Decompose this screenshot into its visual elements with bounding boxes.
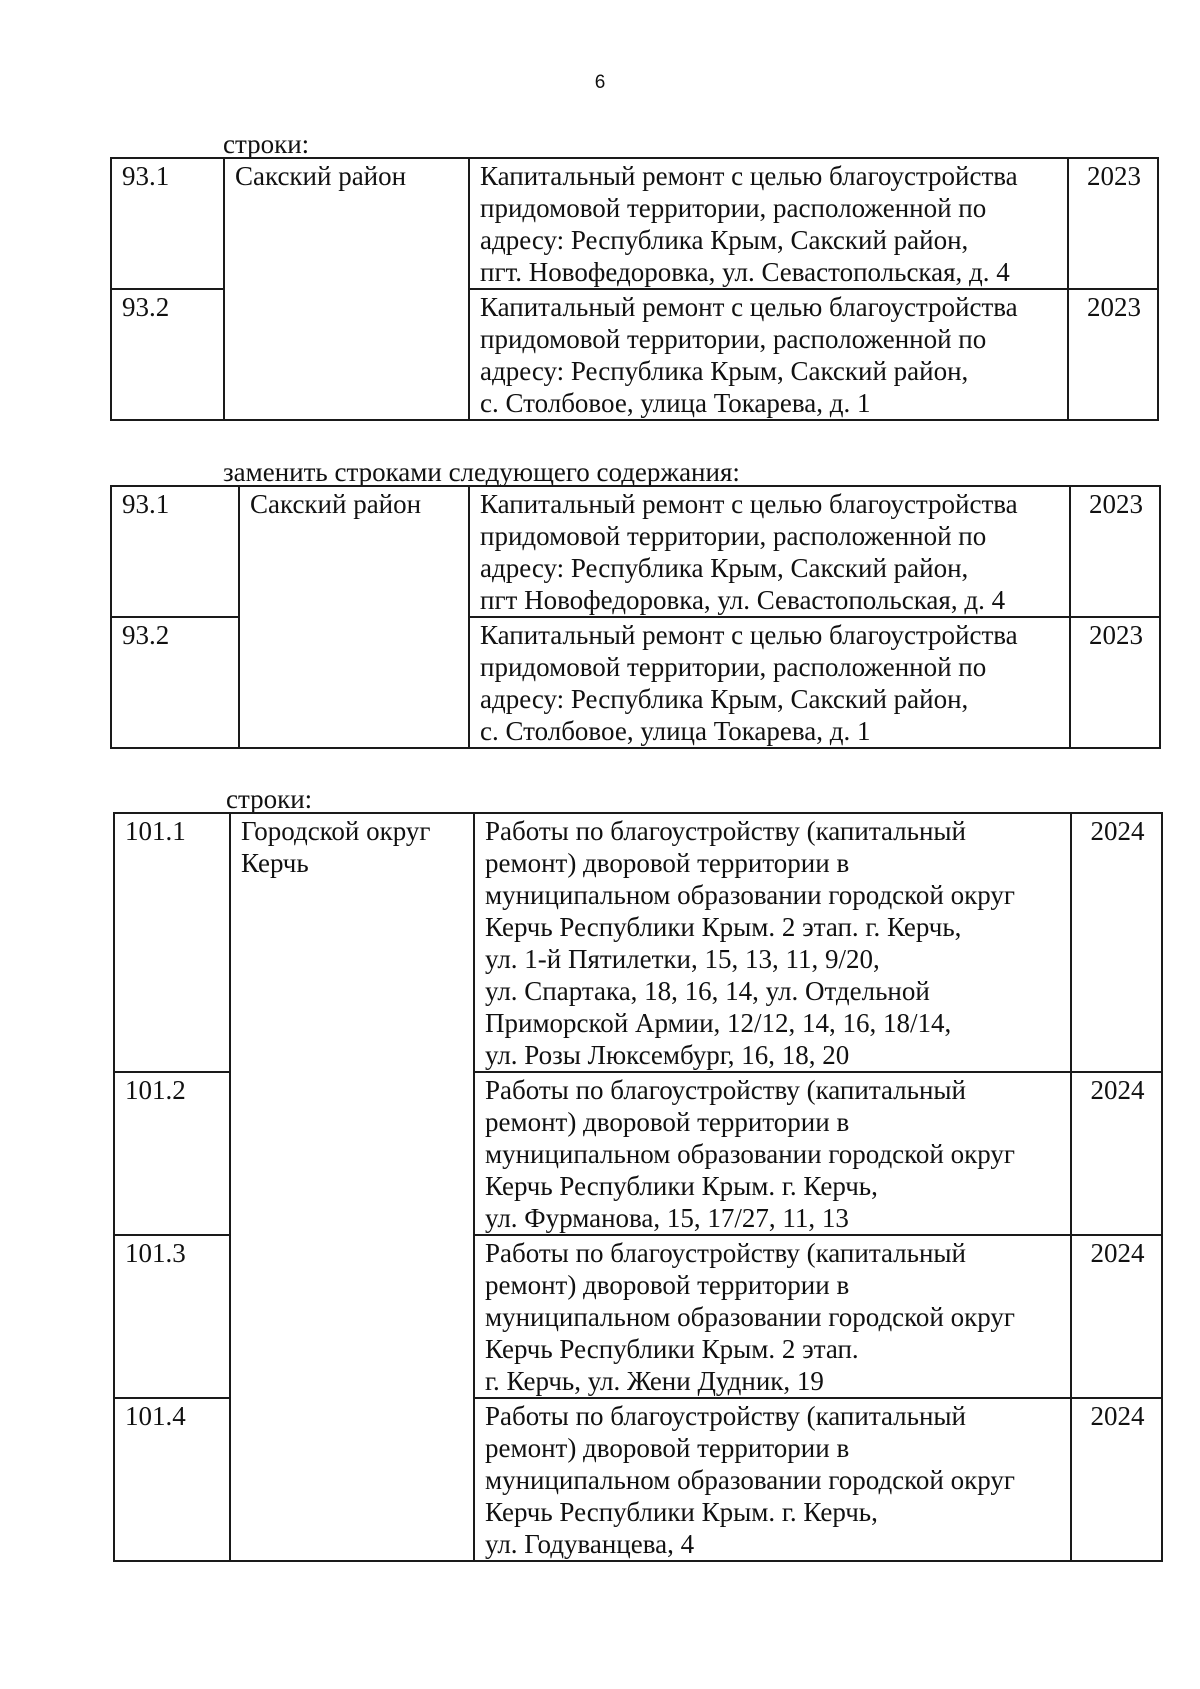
year-cell: 2023 (1068, 158, 1158, 289)
district-line: Сакский район (250, 489, 422, 519)
work-description-cell (469, 617, 1070, 748)
row-number-cell: 101.3 (114, 1235, 230, 1398)
description-line: адресу: Республика Крым, Сакский район, (480, 553, 969, 583)
work-description-cell (474, 813, 1071, 1072)
description-line: Приморской Армии, 12/12, 14, 16, 18/14, (485, 1008, 952, 1038)
description-line: придомовой территории, расположенной по (480, 193, 987, 223)
description-line: придомовой территории, расположенной по (480, 652, 987, 682)
description-line: муниципальном образовании городской округ (485, 880, 1015, 910)
description-line: придомовой территории, расположенной по (480, 521, 987, 551)
year-cell: 2024 (1071, 1072, 1162, 1235)
description-line: Работы по благоустройству (капитальный (485, 1401, 966, 1431)
description-line: Керчь Республики Крым. 2 этап. г. Керчь, (485, 912, 962, 942)
work-description-cell (474, 1235, 1071, 1398)
year-cell: 2023 (1070, 486, 1160, 617)
description-line: Керчь Республики Крым. г. Керчь, (485, 1497, 878, 1527)
district-cell (224, 158, 469, 420)
work-description-cell (469, 158, 1068, 289)
description-line: ул. Фурманова, 15, 17/27, 11, 13 (485, 1203, 849, 1233)
year-cell: 2023 (1068, 289, 1158, 420)
description-line: ремонт) дворовой территории в (485, 1270, 850, 1300)
section-label: строки: (226, 784, 313, 814)
district-line: Городской округ (241, 816, 431, 846)
description-line: Капитальный ремонт с целью благоустройства (480, 620, 1018, 650)
work-description-cell (469, 289, 1068, 420)
year-cell: 2024 (1071, 1398, 1162, 1561)
description-line: ул. Розы Люксембург, 16, 18, 20 (485, 1040, 850, 1070)
table-row (114, 813, 1162, 1072)
description-line: Работы по благоустройству (капитальный (485, 816, 966, 846)
district-line: Керчь (241, 848, 309, 878)
description-line: ул. Спартака, 18, 16, 14, ул. Отдельной (485, 976, 930, 1006)
description-line: муниципальном образовании городской округ (485, 1139, 1015, 1169)
amendment-table (110, 157, 1159, 421)
row-number-cell: 101.1 (114, 813, 230, 1072)
work-description-cell (469, 486, 1070, 617)
section-label: строки: (223, 129, 310, 159)
row-number-cell: 93.1 (111, 486, 239, 617)
page-number: 6 (594, 72, 606, 93)
row-number-cell: 93.2 (111, 289, 224, 420)
section-label: заменить строками следующего содержания: (223, 457, 740, 487)
year-cell: 2023 (1070, 617, 1160, 748)
work-description-cell (474, 1072, 1071, 1235)
amendment-table (110, 485, 1161, 749)
row-number-cell: 93.2 (111, 617, 239, 748)
district-cell (239, 486, 469, 748)
description-line: ремонт) дворовой территории в (485, 848, 850, 878)
description-line: Работы по благоустройству (капитальный (485, 1075, 966, 1105)
description-line: ул. Годуванцева, 4 (485, 1529, 695, 1559)
description-line: с. Столбовое, улица Токарева, д. 1 (480, 388, 871, 418)
description-line: г. Керчь, ул. Жени Дудник, 19 (485, 1366, 824, 1396)
district-line: Сакский район (235, 161, 407, 191)
table-row (111, 486, 1160, 617)
row-number-cell: 93.1 (111, 158, 224, 289)
description-line: ул. 1-й Пятилетки, 15, 13, 11, 9/20, (485, 944, 880, 974)
description-line: придомовой территории, расположенной по (480, 324, 987, 354)
description-line: адресу: Республика Крым, Сакский район, (480, 225, 969, 255)
description-line: Работы по благоустройству (капитальный (485, 1238, 966, 1268)
description-line: ремонт) дворовой территории в (485, 1433, 850, 1463)
description-line: пгт. Новофедоровка, ул. Севастопольская, д. 4 (480, 257, 1010, 287)
work-description-cell (474, 1398, 1071, 1561)
description-line: ремонт) дворовой территории в (485, 1107, 850, 1137)
description-line: Капитальный ремонт с целью благоустройства (480, 292, 1018, 322)
table-row (111, 158, 1158, 289)
district-cell (230, 813, 474, 1561)
description-line: Керчь Республики Крым. г. Керчь, (485, 1171, 878, 1201)
year-cell: 2024 (1071, 813, 1162, 1072)
description-line: с. Столбовое, улица Токарева, д. 1 (480, 716, 871, 746)
row-number-cell: 101.2 (114, 1072, 230, 1235)
amendment-table (113, 812, 1163, 1562)
description-line: муниципальном образовании городской округ (485, 1302, 1015, 1332)
year-cell: 2024 (1071, 1235, 1162, 1398)
description-line: Керчь Республики Крым. 2 этап. (485, 1334, 859, 1364)
description-line: Капитальный ремонт с целью благоустройства (480, 161, 1018, 191)
description-line: адресу: Республика Крым, Сакский район, (480, 684, 969, 714)
description-line: муниципальном образовании городской округ (485, 1465, 1015, 1495)
description-line: пгт Новофедоровка, ул. Севастопольская, д. 4 (480, 585, 1006, 615)
description-line: адресу: Республика Крым, Сакский район, (480, 356, 969, 386)
description-line: Капитальный ремонт с целью благоустройства (480, 489, 1018, 519)
row-number-cell: 101.4 (114, 1398, 230, 1561)
